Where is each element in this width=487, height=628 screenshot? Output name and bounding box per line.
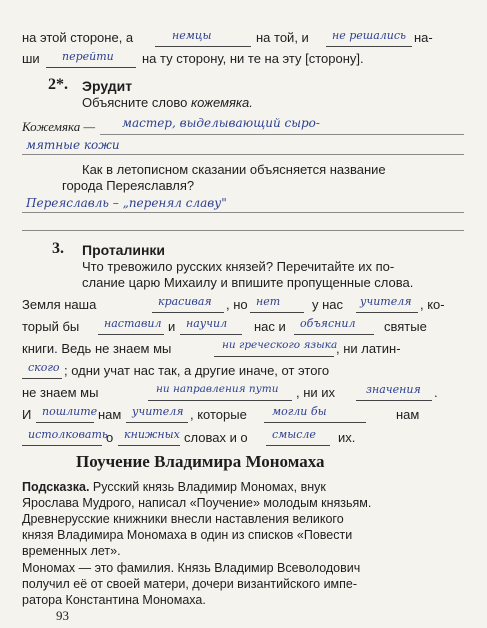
text-line: , но: [226, 297, 248, 312]
task-instruction: Что тревожило русских князей? Перечитайте их по-: [82, 259, 395, 274]
blank-line: [22, 445, 102, 446]
blank-line: [180, 334, 242, 335]
hint-paragraph-line: князя Владимира Мономаха в один из списков «Повести: [22, 528, 353, 542]
blank-line: [155, 46, 251, 47]
blank-line: [22, 378, 62, 379]
blank-line: [118, 445, 180, 446]
handwritten-answer: научил: [186, 317, 228, 330]
task-instruction: слание царю Михаилу и впишите пропущенные слова.: [82, 275, 414, 290]
text-line: торый бы: [22, 319, 80, 334]
blank-line: [250, 312, 304, 313]
text-line: нам: [396, 407, 420, 422]
blank-line: [356, 400, 432, 401]
text-line: на этой стороне, а: [22, 30, 134, 45]
handwritten-answer: Переяславль – „перенял славу": [26, 196, 227, 210]
hint-paragraph-line: получил её от своей матери, дочери византийского импе-: [22, 577, 358, 591]
text-line: о: [106, 430, 114, 445]
blank-line: [326, 46, 412, 47]
text-line: не знаем мы: [22, 385, 99, 400]
hint-paragraph-line: ратора Константина Мономаха.: [22, 593, 206, 607]
handwritten-answer: нет: [256, 295, 281, 308]
task-title: Эрудит: [82, 78, 133, 94]
handwritten-answer: могли бы: [272, 405, 327, 418]
handwritten-answer: красивая: [158, 295, 212, 308]
handwritten-answer: наставил: [104, 317, 162, 330]
text-line: Земля наша: [22, 297, 97, 312]
text-line: на ту сторону, ни те на эту [сторону].: [142, 51, 364, 66]
hint-label: Подсказка.: [22, 480, 90, 494]
handwritten-answer: мятные кожи: [26, 138, 120, 152]
handwritten-answer: мастер, выделывающий сыро-: [122, 116, 320, 130]
question-text: Как в летописном сказании объясняется название: [82, 162, 386, 177]
handwritten-answer: перейти: [62, 50, 114, 63]
text-line: ; одни учат нас так, а другие иначе, от этого: [64, 363, 330, 378]
task-instruction: [82, 95, 253, 110]
text-line: , ни латин-: [336, 341, 401, 356]
task-number: 3.: [52, 240, 64, 257]
hint-paragraph-line: [22, 480, 326, 494]
text-line: и: [168, 319, 176, 334]
blank-line: [152, 312, 224, 313]
answer-line: [22, 154, 464, 155]
text-line: , ко-: [420, 297, 445, 312]
instruction-text: Объясните слово: [82, 95, 191, 110]
text-line: словах и о: [184, 430, 248, 445]
hint-paragraph-line: Ярослава Мудрого, написал «Поучение» молодым князьям.: [22, 496, 372, 510]
answer-line: [22, 230, 464, 231]
answer-line: [22, 212, 464, 213]
task-title: Проталинки: [82, 242, 166, 258]
text-line: ши: [22, 51, 40, 66]
blank-line: [148, 400, 292, 401]
text-line: на той, и: [256, 30, 309, 45]
text-line: нас и: [254, 319, 286, 334]
section-heading: Поучение Владимира Мономаха: [76, 452, 325, 471]
blank-line: [46, 67, 136, 68]
text-line: книги. Ведь не знаем мы: [22, 341, 172, 356]
blank-line: [266, 445, 330, 446]
blank-line: [98, 334, 164, 335]
handwritten-answer: истолковать: [28, 428, 108, 441]
handwritten-answer: смысле: [272, 428, 316, 441]
handwritten-answer: не решались: [332, 29, 407, 42]
blank-line: [214, 356, 334, 357]
handwritten-answer: ни направления пути: [156, 383, 279, 395]
text-line: , ни их: [296, 385, 336, 400]
text-line: у нас: [312, 297, 344, 312]
hint-paragraph-line: Мономах — это фамилия. Князь Владимир Всеволодович: [22, 561, 361, 575]
blank-line: [36, 422, 94, 423]
blank-line: [264, 422, 366, 423]
blank-line: [126, 422, 188, 423]
hint-paragraph-line: временных лет».: [22, 544, 121, 558]
text-line: , которые: [190, 407, 247, 422]
text-line: святые: [384, 319, 427, 334]
hint-text: Русский князь Владимир Мономах, внук: [89, 480, 326, 494]
handwritten-answer: учителя: [360, 295, 412, 308]
blank-line: [294, 334, 374, 335]
handwritten-answer: значения: [366, 383, 421, 396]
question-text: города Переяславля?: [62, 178, 195, 193]
task-number: 2*.: [48, 76, 68, 93]
text-line: нам: [98, 407, 122, 422]
text-line: .: [434, 385, 438, 400]
text-line: на-: [414, 30, 433, 45]
handwritten-answer: ни греческого языка: [222, 339, 338, 351]
hint-paragraph-line: Древнерусские книжники внесли наставления великого: [22, 512, 344, 526]
handwritten-answer: объяснил: [300, 317, 356, 330]
handwritten-answer: книжных: [124, 428, 180, 441]
page-number: 93: [56, 608, 69, 623]
handwritten-answer: немцы: [172, 29, 212, 42]
text-line: их.: [338, 430, 356, 445]
handwritten-answer: учителя: [132, 405, 184, 418]
blank-line: [356, 312, 418, 313]
text-line: И: [22, 407, 32, 422]
term-label: Кожемяка —: [22, 119, 96, 134]
handwritten-answer: ского: [28, 361, 60, 374]
answer-line: [100, 134, 464, 135]
instruction-word: кожемяка.: [190, 95, 253, 110]
handwritten-answer: пошлите: [42, 405, 98, 418]
